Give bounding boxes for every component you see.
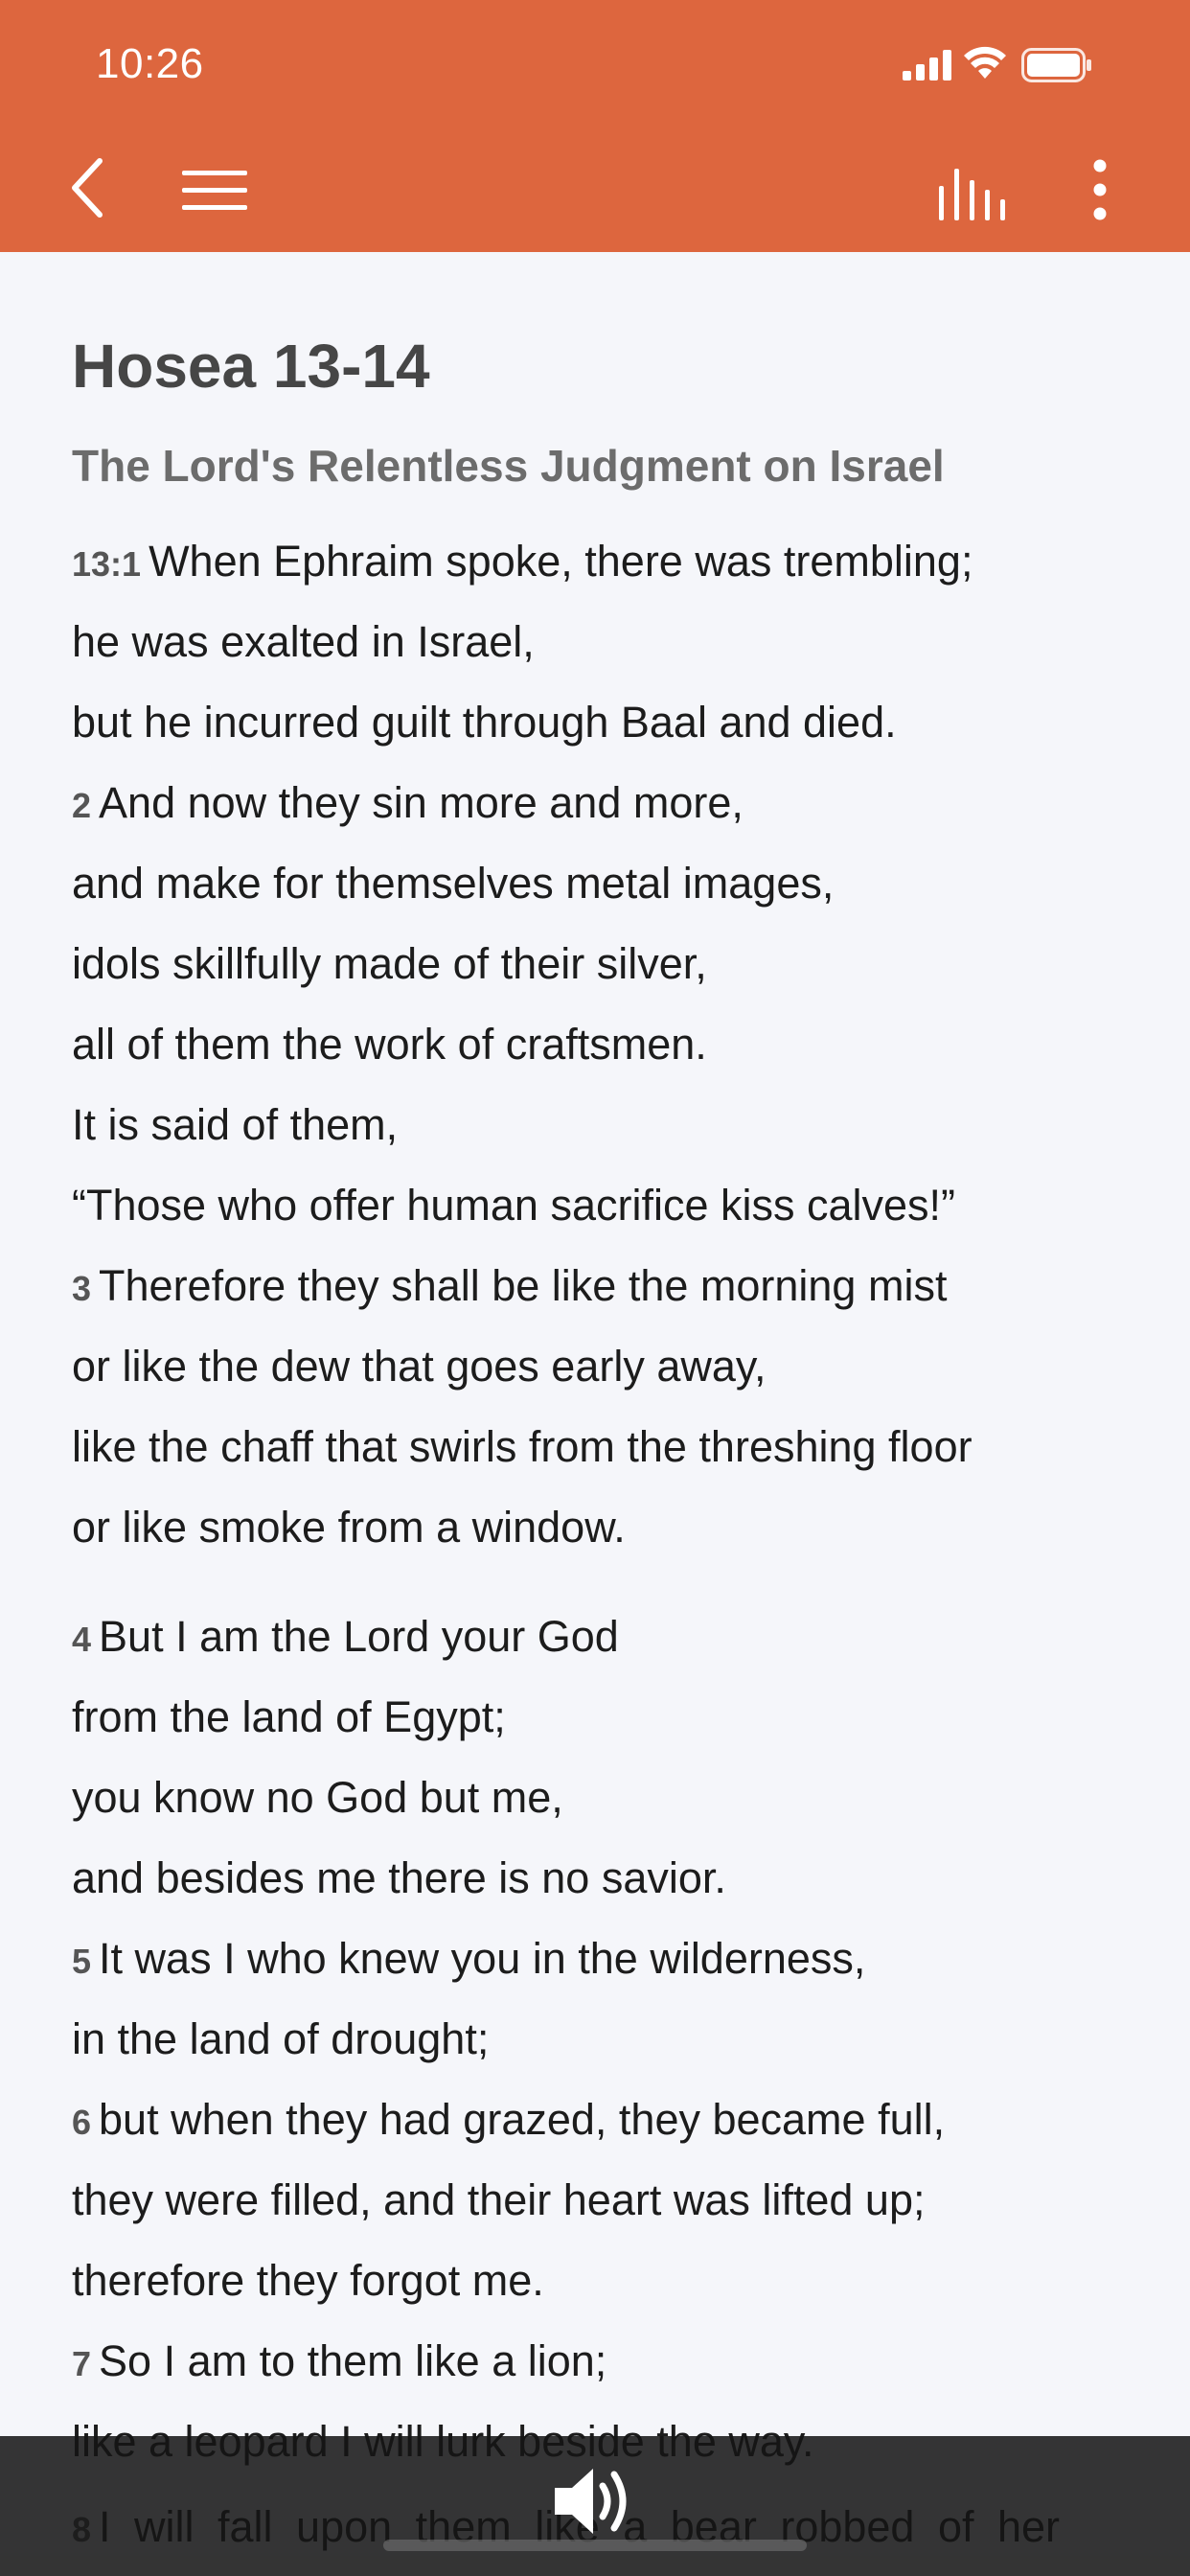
- verse-line: [72, 2252, 544, 2310]
- speaker-volume-icon[interactable]: [551, 2463, 639, 2540]
- verse-line: [72, 2333, 606, 2393]
- verse-line: [72, 694, 897, 751]
- verse-text: but he incurred guilt through Baal and died.: [72, 698, 897, 747]
- verse-number: 2: [72, 786, 92, 825]
- section-heading: The Lord's Relentless Judgment on Israel: [72, 441, 945, 491]
- status-time: 10:26: [96, 40, 204, 87]
- verse-line: [72, 1418, 973, 1476]
- hamburger-menu-icon[interactable]: [182, 169, 249, 213]
- verse-text: like the chaff that swirls from the threshing floor: [72, 1422, 973, 1471]
- verse-line: [72, 1177, 955, 1234]
- verse-number: 7: [72, 2344, 92, 2383]
- wifi-icon: [962, 46, 1008, 80]
- verse-text: Therefore they shall be like the morning mist: [99, 1261, 948, 1310]
- verse-text: It is said of them,: [72, 1100, 399, 1149]
- verse-line: [72, 1608, 619, 1668]
- verse-number: 3: [72, 1269, 92, 1308]
- top-bar: [0, 0, 1190, 252]
- verse-number: 4: [72, 1620, 92, 1659]
- chevron-left-icon[interactable]: [67, 157, 105, 218]
- verse-line: [72, 1769, 563, 1827]
- home-indicator: [383, 2540, 807, 2551]
- verse-line: [72, 2091, 945, 2151]
- verse-line: [72, 1689, 506, 1746]
- battery-icon: [1021, 48, 1092, 82]
- verse-line: [72, 2011, 489, 2068]
- verse-line: [72, 1850, 726, 1907]
- verse-number: 5: [72, 1942, 92, 1981]
- verse-text: you know no God but me,: [72, 1773, 563, 1822]
- verse-line: [72, 1096, 398, 1154]
- verse-text: And now they sin more and more,: [99, 778, 744, 827]
- verse-text: It was I who knew you in the wilderness,: [99, 1934, 866, 1983]
- verse-text: all of them the work of craftsmen.: [72, 1020, 707, 1069]
- verse-text: When Ephraim spoke, there was trembling;: [149, 537, 973, 586]
- status-icons: [903, 0, 1190, 134]
- verse-text: “Those who offer human sacrifice kiss calves!”: [72, 1181, 956, 1230]
- verse-text: So I am to them like a lion;: [99, 2336, 607, 2385]
- verse-text: they were filled, and their heart was lifted up;: [72, 2175, 926, 2224]
- verse-line: [72, 774, 744, 835]
- verse-line: [72, 1016, 707, 1073]
- verse-text: but when they had grazed, they became full,: [99, 2095, 946, 2144]
- verse-text: therefore they forgot me.: [72, 2256, 544, 2305]
- verse-line: [72, 1257, 947, 1318]
- verse-number: 13:1: [72, 544, 142, 584]
- verse-line: [72, 533, 973, 593]
- verse-text: and make for themselves metal images,: [72, 859, 835, 908]
- verse-text: But I am the Lord your God: [99, 1612, 619, 1661]
- verse-text: in the land of drought;: [72, 2014, 490, 2063]
- verse-text: and besides me there is no savior.: [72, 1853, 726, 1902]
- verse-line: [72, 1499, 626, 1556]
- verse-line: [72, 1930, 865, 1990]
- verse-text: idols skillfully made of their silver,: [72, 939, 707, 988]
- more-vertical-icon[interactable]: [1087, 159, 1112, 220]
- audio-levels-icon[interactable]: [937, 165, 1008, 220]
- verse-number: 6: [72, 2103, 92, 2142]
- verse-text: or like the dew that goes early away,: [72, 1342, 767, 1391]
- verse-text: or like smoke from a window.: [72, 1503, 626, 1552]
- verse-line: [72, 935, 707, 993]
- verse-text: he was exalted in Israel,: [72, 617, 535, 666]
- cellular-signal-icon: [903, 50, 954, 80]
- verse-text: from the land of Egypt;: [72, 1692, 506, 1741]
- verse-line: [72, 1338, 767, 1395]
- passage-title: Hosea 13-14: [72, 332, 430, 401]
- verse-line: [72, 855, 834, 912]
- verse-line: [72, 2172, 926, 2229]
- verse-line: [72, 613, 535, 671]
